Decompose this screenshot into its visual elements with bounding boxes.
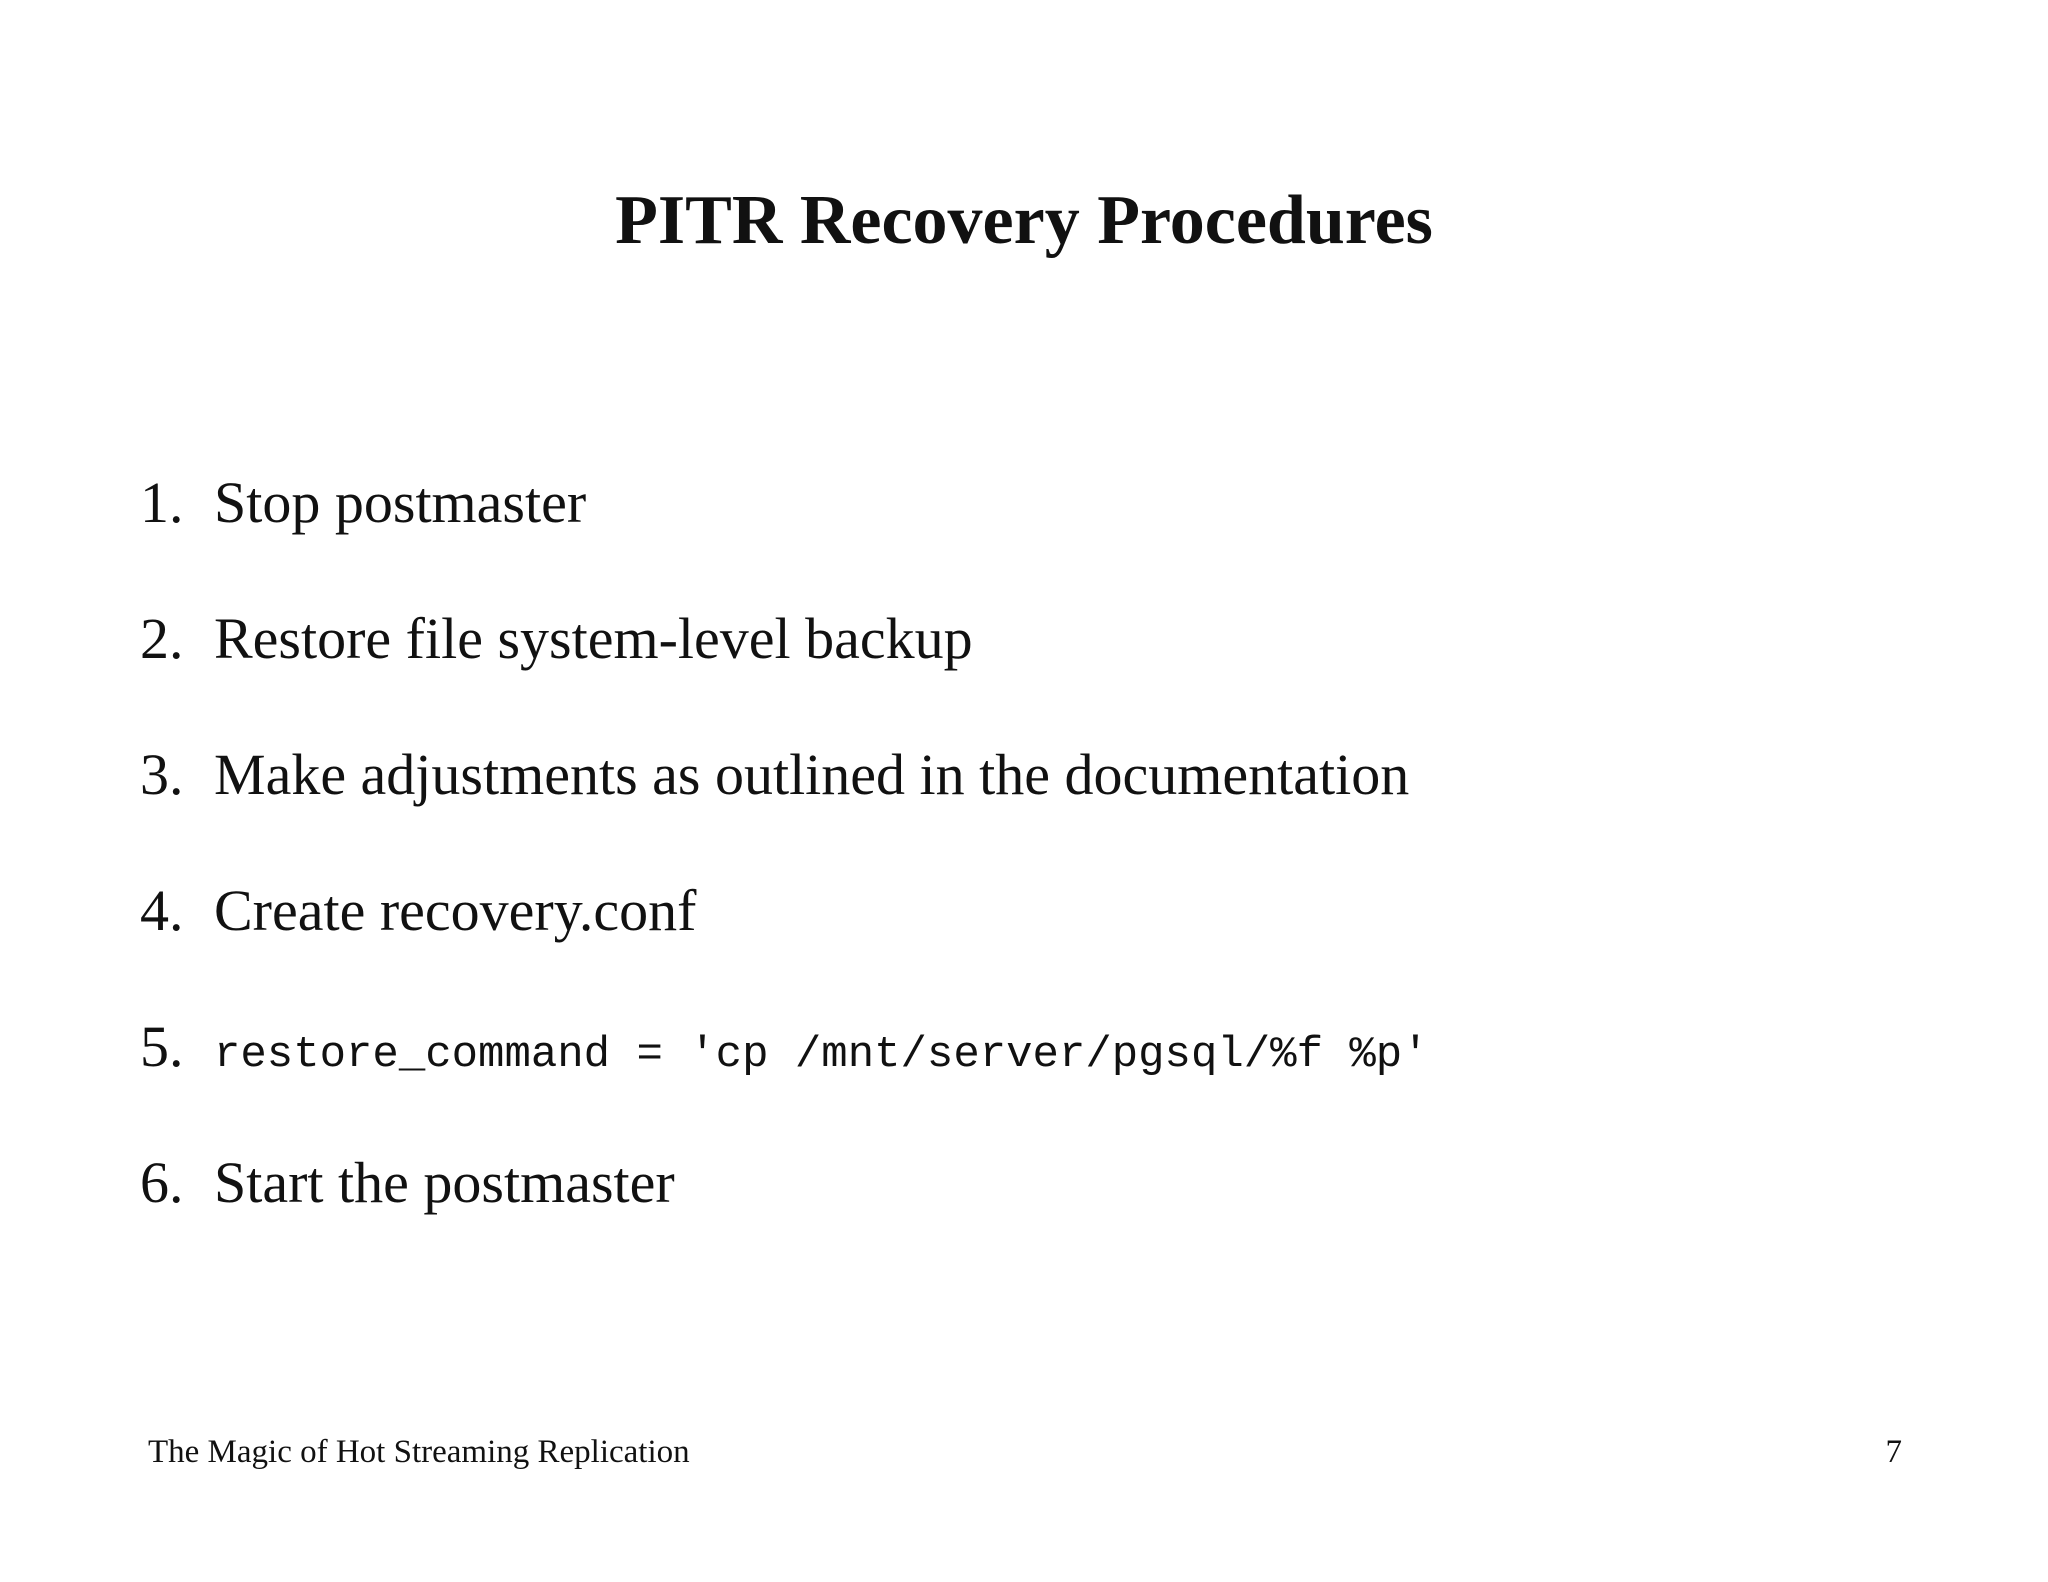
step-number: 4. (140, 878, 184, 943)
procedure-list (140, 463, 1429, 1279)
list-item (140, 735, 1429, 871)
step-number: 3. (140, 742, 184, 807)
list-item (140, 1007, 1429, 1143)
step-text: Create recovery.conf (214, 878, 697, 943)
list-item (140, 463, 1429, 599)
page-number: 7 (1885, 1434, 1902, 1470)
step-text: Stop postmaster (214, 470, 587, 535)
list-item (140, 871, 1429, 1007)
step-number: 1. (140, 470, 184, 535)
list-item (140, 1143, 1429, 1279)
step-text: Start the postmaster (214, 1150, 675, 1215)
step-number: 6. (140, 1150, 184, 1215)
footer-presentation-title: The Magic of Hot Streaming Replication (148, 1434, 690, 1470)
list-item (140, 599, 1429, 735)
slide-title: PITR Recovery Procedures (615, 182, 1433, 259)
step-text: Restore file system-level backup (214, 606, 973, 671)
restore-command-code: restore_command = 'cp /mnt/server/pgsql/%f %p' (214, 1030, 1429, 1080)
step-number: 5. (140, 1014, 184, 1079)
step-number: 2. (140, 606, 184, 671)
step-text: Make adjustments as outlined in the documentation (214, 742, 1410, 807)
